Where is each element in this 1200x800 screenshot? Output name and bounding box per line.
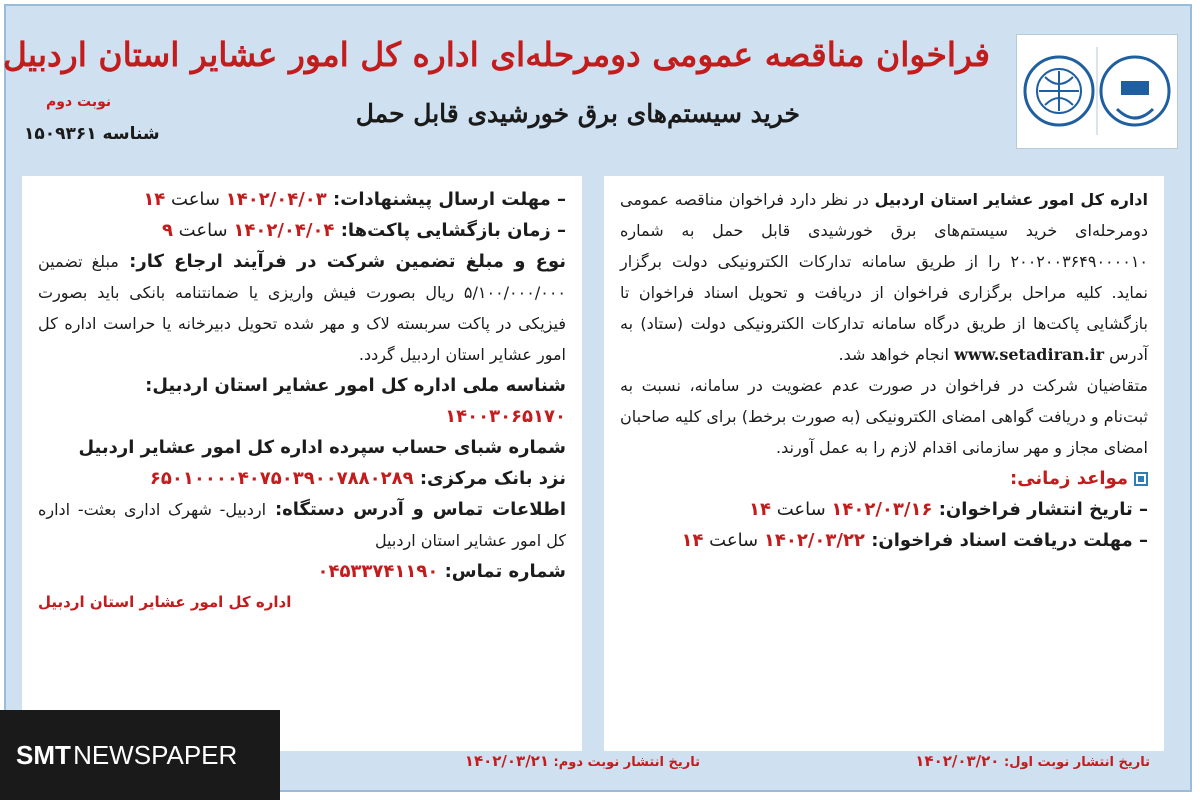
deadline-label: – مهلت ارسال پیشنهادات: xyxy=(326,189,566,210)
deadline-date: ۱۴۰۲/۰۳/۱۶ xyxy=(831,499,933,520)
agency-sign: اداره کل امور عشایر استان اردبیل xyxy=(38,593,292,611)
deadline-hour: ۹ xyxy=(161,220,173,241)
footer-date: ۱۴۰۲/۰۳/۲۰ xyxy=(915,752,1000,770)
national-id-label: شناسه ملی اداره کل امور عشایر استان اردبیل: xyxy=(145,375,566,396)
jihad-logo-icon xyxy=(1017,35,1177,148)
guarantee-text: مبلغ تضمین ۵/۱۰۰/۰۰۰/۰۰۰ ریال بصورت فیش واریزی یا ضمانتنامه بانکی باید بصورت فیزیکی در پاکت سربسته لاک و مهر شده تحویل دبیرخانه یا حراست اداره کل امور عشایر استان اردبیل گردد. xyxy=(38,252,566,364)
deadline-label: – تاریخ انتشار فراخوان: xyxy=(932,499,1148,520)
contact-paragraph xyxy=(38,494,566,556)
national-id: ۱۴۰۰۳۰۶۵۱۷۰ xyxy=(445,406,566,427)
sheba-number: ۶۵۰۱۰۰۰۰۴۰۷۵۰۳۹۰۰۷۸۸۰۲۸۹ xyxy=(149,468,414,489)
phone-row xyxy=(38,556,566,587)
hour-label: ساعت xyxy=(165,189,226,210)
deadline-label: – مهلت دریافت اسناد فراخوان: xyxy=(864,530,1148,551)
intro-paragraph xyxy=(620,184,1148,370)
hour-label: ساعت xyxy=(770,499,832,520)
sheba-row xyxy=(38,463,566,494)
deadline-date: ۱۴۰۲/۰۴/۰۳ xyxy=(225,189,327,210)
left-column xyxy=(22,176,582,751)
deadline-submit xyxy=(38,184,566,215)
footer-first-publish xyxy=(915,752,1150,778)
page-subtitle: خرید سیستم‌های برق خورشیدی قابل حمل xyxy=(355,99,800,128)
footer-label: تاریخ انتشار نوبت اول: xyxy=(999,755,1150,770)
notice-header xyxy=(2,6,1190,156)
brand-watermark xyxy=(16,740,237,771)
round-label: نوبت دوم xyxy=(46,94,112,110)
phone-number: ۰۴۵۳۳۷۴۱۱۹۰ xyxy=(317,561,439,582)
deadline-receive-docs xyxy=(620,525,1148,556)
brand-newspaper: NEWSPAPER xyxy=(73,740,238,770)
sheba-label: شماره شبای حساب سپرده اداره کل امور عشایر اردبیل xyxy=(78,437,566,458)
deadline-opening xyxy=(38,215,566,246)
deadline-date: ۱۴۰۲/۰۴/۰۴ xyxy=(233,220,335,241)
footer-date: ۱۴۰۲/۰۳/۲۱ xyxy=(464,752,549,770)
deadline-hour: ۱۴ xyxy=(748,499,771,520)
notice-id: شناسه ۱۵۰۹۳۶۱ xyxy=(24,124,160,144)
hour-label: ساعت xyxy=(703,530,764,551)
applicants-paragraph: متقاضیان شرکت در فراخوان در صورت عدم عضویت در سامانه، نسبت به ثبت‌نام و دریافت گواهی امضای الکترونیکی (به صورت برخط) برای کلیه صاحبان امضای مجاز و مهر سازمانی اقدام لازم را به عمل آورند. xyxy=(620,376,1148,457)
deadlines-title: مواعد زمانی: xyxy=(1010,468,1128,489)
footer-label: تاریخ انتشار نوبت دوم: xyxy=(549,755,700,770)
deadline-publish xyxy=(620,494,1148,525)
deadline-hour: ۱۴ xyxy=(143,189,166,210)
bullet-square-icon xyxy=(1134,472,1148,486)
brand-smt: SMT xyxy=(16,740,71,770)
phone-label: شماره تماس: xyxy=(438,561,566,582)
sheba-bank-label: نزد بانک مرکزی: xyxy=(413,468,566,489)
notice-frame xyxy=(4,4,1192,792)
right-column xyxy=(604,176,1164,751)
logo xyxy=(1016,34,1178,149)
deadlines-heading xyxy=(620,463,1148,494)
guarantee-label: نوع و مبلغ تضمین شرکت در فرآیند ارجاع کار: xyxy=(118,251,566,272)
contact-text: اردبیل- شهرک اداری بعثت- اداره کل امور عشایر استان اردبیل xyxy=(38,500,566,550)
footer-second-publish xyxy=(465,752,700,778)
intro-text: در نظر دارد فراخوان مناقصه عمومی دومرحله‌ای خرید سیستم‌های برق خورشیدی قابل حمل به شماره ۲۰۰۲۰۰۳۶۴۹۰۰۰۰۱۰ را از طریق سامانه تدارکات الکترونیکی دولت برگزار نماید. کلیه مراحل برگزاری فراخوان از دریافت و تحویل اسناد فراخوان تا بازگشایی پاکت‌ها از طریق درگاه سامانه تدارکات الکترونیکی دولت (ستاد) به آدرس xyxy=(620,190,1148,364)
hour-label: ساعت xyxy=(172,220,234,241)
deadline-label: – زمان بازگشایی پاکت‌ها: xyxy=(334,220,566,241)
contact-label: اطلاعات تماس و آدرس دستگاه: xyxy=(266,499,566,520)
guarantee-paragraph xyxy=(38,246,566,370)
page-title: فراخوان مناقصه عمومی دومرحله‌ای اداره کل امور عشایر استان اردبیل xyxy=(2,35,990,74)
deadline-hour: ۱۴ xyxy=(681,530,704,551)
intro-text-end: انجام خواهد شد. xyxy=(838,345,955,364)
setad-link[interactable]: www.setadiran.ir xyxy=(954,345,1105,364)
agency-name: اداره کل امور عشایر استان اردبیل xyxy=(874,190,1148,209)
deadline-date: ۱۴۰۲/۰۳/۲۲ xyxy=(763,530,865,551)
